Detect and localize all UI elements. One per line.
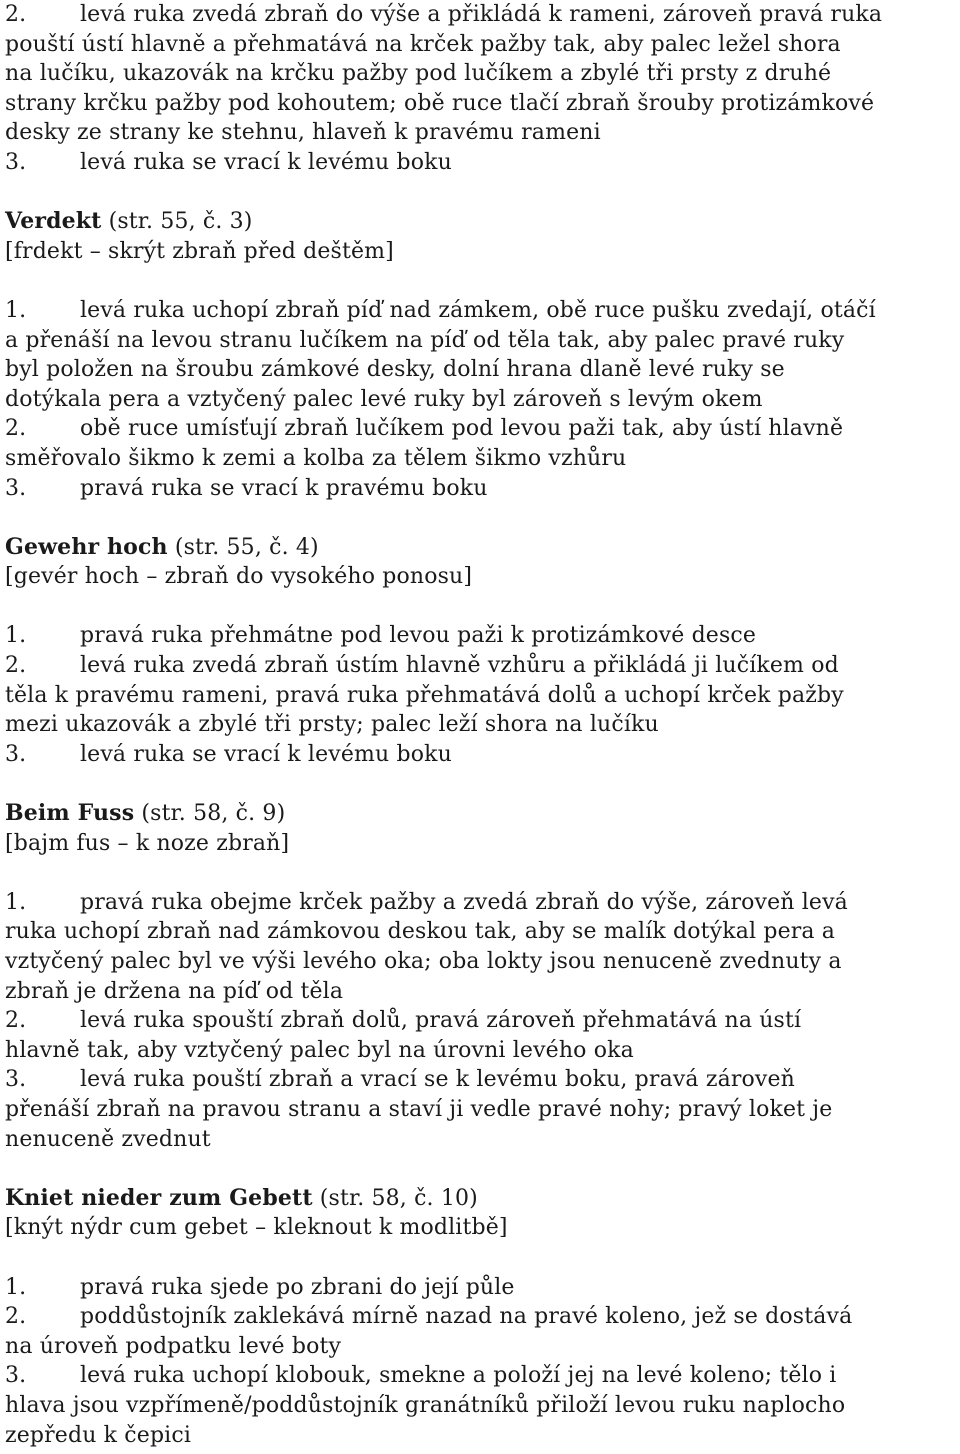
step-item — [5, 1273, 955, 1303]
step-item — [5, 1006, 955, 1065]
step-line — [5, 296, 955, 326]
blank-line — [5, 769, 955, 799]
step-number: 3. — [5, 149, 27, 175]
step-number: 3. — [5, 1067, 27, 1093]
step-number: 2. — [5, 1304, 27, 1330]
step-text: levá ruka zvedá zbraň do výše a přikládá k rameni, zároveň pravá ruka — [80, 2, 883, 27]
step-item — [5, 651, 955, 740]
step-number: 3. — [5, 475, 27, 501]
blank-line — [5, 592, 955, 622]
command-title: Gewehr hoch — [5, 533, 168, 560]
blank-line — [5, 858, 955, 888]
command-reference: (str. 58, č. 10) — [312, 1185, 478, 1211]
step-item — [5, 621, 955, 651]
blank-line — [5, 1243, 955, 1273]
step-number: 1. — [5, 1274, 27, 1300]
command-reference: (str. 55, č. 4) — [167, 534, 319, 560]
step-line: strany krčku pažby pod kohoutem; obě ruce tlačí zbraň šrouby protizámkové — [5, 90, 875, 116]
step-line — [5, 621, 955, 651]
step-text: poddůstojník zaklekává mírně nazad na pravé koleno, jež se dostává — [80, 1304, 853, 1330]
step-line — [5, 148, 955, 178]
blank-line — [5, 503, 955, 533]
step-number: 1. — [5, 623, 27, 649]
step-text: pravá ruka se vrací k pravému boku — [80, 475, 488, 501]
step-item — [5, 1065, 955, 1154]
step-number: 3. — [5, 741, 27, 767]
step-line: vztyčený palec byl ve výši levého oka; oba lokty jsou nenuceně zvednuty a — [5, 949, 842, 974]
step-line — [5, 740, 955, 770]
step-text: levá ruka se vrací k levému boku — [80, 741, 452, 767]
step-line: na lučíku, ukazovák na krčku pažby pod lučíkem a zbylé tři prsty z druhé — [5, 61, 832, 87]
step-text: levá ruka se vrací k levému boku — [80, 149, 452, 175]
step-line — [5, 414, 955, 444]
step-line: nenuceně zvednut — [5, 1126, 211, 1152]
step-text: pravá ruka přehmátne pod levou paži k protizámkové desce — [80, 623, 757, 649]
command-heading — [5, 207, 955, 237]
step-item — [5, 0, 955, 148]
command-title: Beim Fuss — [5, 800, 135, 827]
blank-line — [5, 178, 955, 208]
step-line: hlavně tak, aby vztyčený palec byl na úrovni levého oka — [5, 1037, 634, 1063]
command-reference: (str. 58, č. 9) — [134, 801, 286, 827]
step-text: pravá ruka sjede po zbrani do její půle — [80, 1274, 515, 1300]
step-text: levá ruka zvedá zbraň ústím hlavně vzhůru a přikládá ji lučíkem od — [80, 653, 839, 679]
step-text: levá ruka spouští zbraň dolů, pravá zároveň přehmatává na ústí — [80, 1008, 802, 1034]
pronunciation-line: [knýt nýdr cum gebet – kleknout k modlitbě] — [5, 1215, 508, 1241]
pronunciation-line: [bajm fus – k noze zbraň] — [5, 830, 290, 856]
pronunciation-line: [frdekt – skrýt zbraň před deštěm] — [5, 238, 394, 264]
step-item — [5, 474, 955, 504]
step-line — [5, 474, 955, 504]
step-line: byl položen na šroubu zámkové desky, dolní hrana dlaně levé ruky se — [5, 357, 785, 383]
step-text: pravá ruka obejme krček pažby a zvedá zbraň do výše, zároveň levá — [80, 889, 848, 915]
command-title: Kniet nieder zum Gebett — [5, 1184, 313, 1211]
step-line — [5, 1065, 955, 1095]
step-text: levá ruka uchopí zbraň píď nad zámkem, obě ruce pušku zvedají, otáčí — [80, 297, 876, 323]
step-text: obě ruce umísťují zbraň lučíkem pod levou paži tak, aby ústí hlavně — [80, 416, 844, 442]
document-page — [5, 0, 955, 1450]
step-number: 1. — [5, 889, 27, 915]
step-line: těla k pravému rameni, pravá ruka přehmatává dolů a uchopí krček pažby — [5, 682, 844, 708]
command-title: Verdekt — [5, 208, 102, 235]
step-number: 2. — [5, 2, 27, 27]
step-item — [5, 296, 955, 414]
step-text: levá ruka pouští zbraň a vrací se k levému boku, pravá zároveň — [80, 1067, 795, 1093]
step-line: a přenáší na levou stranu lučíkem na píď od těla tak, aby palec pravé ruky — [5, 327, 845, 353]
step-line: hlava jsou vzpřímeně/poddůstojník granátníků přiloží levou ruku naplocho — [5, 1392, 846, 1418]
step-line — [5, 0, 955, 30]
blank-line — [5, 1154, 955, 1184]
step-line: ruka uchopí zbraň nad zámkovou deskou tak, aby se malík dotýkal pera a — [5, 919, 836, 945]
command-heading — [5, 799, 955, 829]
step-line: směřovalo šikmo k zemi a kolba za tělem šikmo vzhůru — [5, 445, 627, 471]
pronunciation-line: [gevér hoch – zbraň do vysokého ponosu] — [5, 564, 473, 590]
step-item — [5, 1361, 955, 1450]
step-number: 2. — [5, 1008, 27, 1034]
step-line — [5, 1006, 955, 1036]
command-heading — [5, 533, 955, 563]
step-number: 2. — [5, 416, 27, 442]
step-text: levá ruka uchopí klobouk, smekne a položí jej na levé koleno; tělo i — [80, 1363, 837, 1389]
step-item — [5, 414, 955, 473]
step-line: dotýkala pera a vztyčený palec levé ruky byl zároveň s levým okem — [5, 386, 763, 412]
step-line — [5, 1273, 955, 1303]
step-number: 3. — [5, 1363, 27, 1389]
step-item — [5, 888, 955, 1006]
step-line: desky ze strany ke stehnu, hlaveň k pravému rameni — [5, 120, 601, 146]
step-line: přenáší zbraň na pravou stranu a staví ji vedle pravé nohy; pravý loket je — [5, 1096, 833, 1122]
step-line: na úroveň podpatku levé boty — [5, 1333, 342, 1359]
step-line — [5, 1302, 955, 1332]
step-item — [5, 740, 955, 770]
step-number: 2. — [5, 653, 27, 679]
step-line: zepředu k čepici — [5, 1422, 192, 1448]
command-heading — [5, 1184, 955, 1214]
blank-line — [5, 266, 955, 296]
step-line: pouští ústí hlavně a přehmatává na krček pažby tak, aby palec ležel shora — [5, 31, 841, 57]
step-line — [5, 651, 955, 681]
step-item — [5, 148, 955, 178]
command-reference: (str. 55, č. 3) — [101, 209, 253, 235]
step-line — [5, 1361, 955, 1391]
step-line — [5, 888, 955, 918]
step-number: 1. — [5, 297, 27, 323]
step-line: zbraň je držena na píď od těla — [5, 978, 344, 1004]
step-item — [5, 1302, 955, 1361]
step-line: mezi ukazovák a zbylé tři prsty; palec leží shora na lučíku — [5, 712, 659, 738]
